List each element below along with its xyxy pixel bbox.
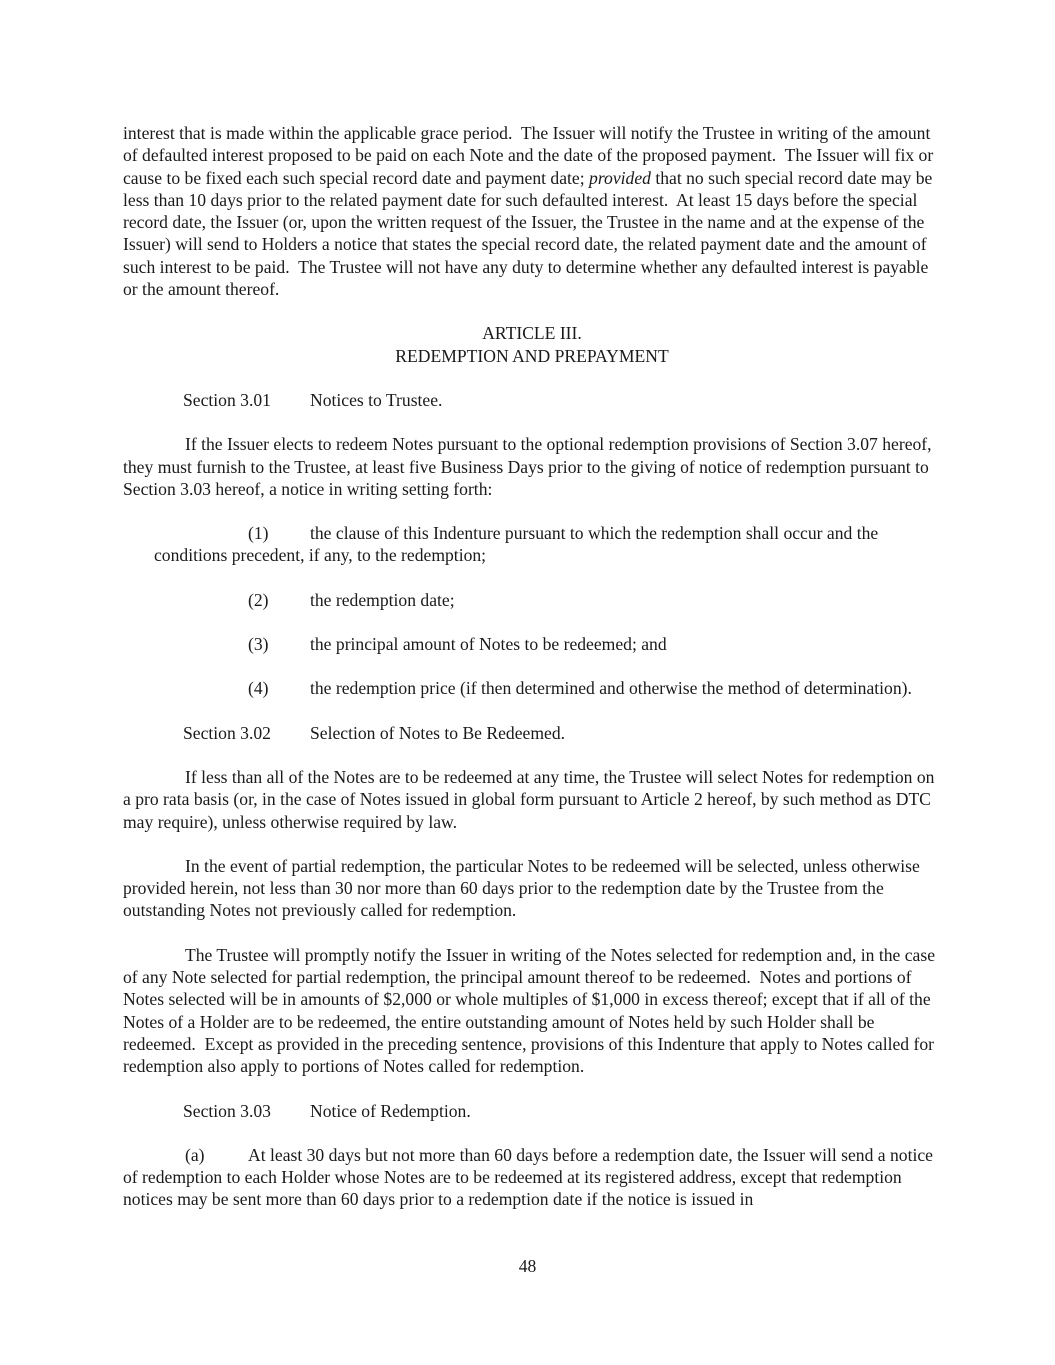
- section-3-02-paragraph-1: If less than all of the Notes are to be redeemed at any time, the Trustee will select Notes for redemption on a pro rata basis (or, in the case of Notes issued in global form pursuant to Article 2 hereof, by such method as DTC may require), unless otherwise required by law.: [123, 766, 939, 832]
- paragraph-text: that no such special record date may be less than 10 days prior to the related payment date for such defaulted interest. At least 15 days before the special record date, the Issuer (or, upon the written request of the Issuer, the Trustee in the name and at the expense of the Issuer) will send to Holders a notice that states the special record date, the related payment date and the amount of such interest to be paid. The Trustee will not have any duty to determine whether any defaulted interest is payable or the amount thereof.: [123, 167, 937, 300]
- list-item-number: (3): [248, 634, 269, 655]
- article-heading: [123, 322, 941, 367]
- list-item-text: the redemption price (if then determined and otherwise the method of determination).: [310, 678, 912, 699]
- continuation-paragraph: [123, 122, 941, 300]
- paragraph-text: interest that is made within the applicable grace period. The Issuer will notify the Trustee in writing of the amount of defaulted interest proposed to be paid on each Note and the date of the proposed payment. The Issuer will fix or cause to be fixed each such special record date and payment date;: [123, 123, 938, 188]
- list-item-3: [123, 633, 941, 655]
- section-3-02-paragraph-2: In the event of partial redemption, the particular Notes to be redeemed will be selected, unless otherwise provided herein, not less than 30 nor more than 60 days prior to the redemption date by the Trustee from the outstanding Notes not previously called for redemption.: [123, 855, 925, 921]
- page-number: 48: [518, 1256, 537, 1276]
- italic-word: provided: [589, 167, 651, 188]
- list-item-number: (1): [248, 523, 269, 544]
- list-item-text: the clause of this Indenture pursuant to which the redemption shall occur and the conditions precedent, if any, to the redemption;: [154, 523, 883, 566]
- lettered-item-text: At least 30 days but not more than 60 days before a redemption date, the Issuer will send a notice of redemption to each Holder whose Notes are to be redeemed at its registered address, except that redemption notices may be sent more than 60 days prior to a redemption date if the notice is issued in: [123, 1144, 938, 1210]
- list-item-number: (2): [248, 589, 269, 610]
- section-3-01-intro: If the Issuer elects to redeem Notes pursuant to the optional redemption provisions of Section 3.07 hereof, they must furnish to the Trustee, at least five Business Days prior to the giving of notice of redemption pursuant to Section 3.03 hereof, a notice in writing setting forth:: [123, 434, 936, 499]
- section-3-02-paragraph-3: The Trustee will promptly notify the Issuer in writing of the Notes selected for redemption and, in the case of any Note selected for partial redemption, the principal amount thereof to be redeemed. Notes and portions of Notes selected will be in amounts of $2,000 or whole multiples of $1,000 in excess thereof; except that if all of the Notes of a Holder are to be redeemed, the entire outstanding amount of Notes held by such Holder shall be redeemed. Except as provided in the preceding sentence, provisions of this Indenture that apply to Notes called for redemption also apply to portions of Notes called for redemption.: [123, 944, 940, 1077]
- list-item-text: the principal amount of Notes to be redeemed; and: [310, 634, 667, 655]
- list-item-4: [123, 677, 941, 699]
- section-label: Section 3.03: [183, 1100, 271, 1121]
- section-heading-3-02: [123, 722, 941, 744]
- section-label: Section 3.01: [183, 389, 271, 410]
- section-heading-3-03: [123, 1100, 941, 1122]
- article-heading-line2: REDEMPTION AND PREPAYMENT: [395, 345, 669, 366]
- list-item-number: (4): [248, 678, 269, 699]
- section-title: Notice of Redemption.: [310, 1100, 471, 1121]
- list-item-1: [123, 522, 941, 567]
- list-item-text: the redemption date;: [310, 589, 455, 610]
- section-heading-3-01: [123, 389, 941, 411]
- section-title: Selection of Notes to Be Redeemed.: [310, 722, 566, 743]
- section-label: Section 3.02: [183, 722, 271, 743]
- document-content: [123, 122, 941, 1233]
- list-item-2: [123, 589, 941, 611]
- lettered-item-number: (a): [185, 1144, 205, 1165]
- section-title: Notices to Trustee.: [310, 389, 443, 410]
- lettered-item-a: [123, 1144, 941, 1211]
- article-heading-line1: ARTICLE III.: [482, 323, 582, 344]
